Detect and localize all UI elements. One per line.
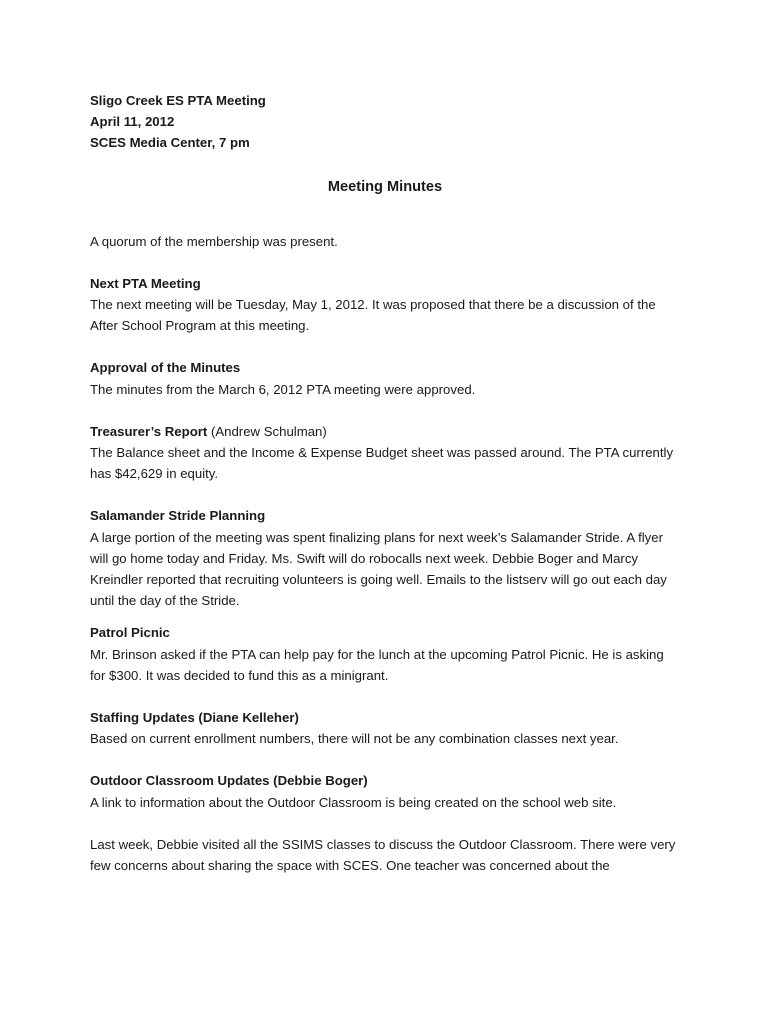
- section-heading-extra: (Andrew Schulman): [207, 423, 327, 439]
- meeting-date: April 11, 2012: [90, 114, 175, 130]
- section-paragraph: A link to information about the Outdoor Classroom is being created on the school web site.: [90, 794, 617, 810]
- section-heading: Salamander Stride Planning: [90, 508, 266, 524]
- section-paragraph: A large portion of the meeting was spent finalizing plans for next week’s Salamander Stride. A flyer will go home today and Friday. Ms. Swift will do robocalls next week. Debbie Boger and Marcy Kreindler reported that recruiting volunteers is going well. Emails to the listserv will go out each day until the day of the Stride.: [90, 529, 667, 609]
- section-heading: Approval of the Minutes: [90, 360, 241, 376]
- section-heading: Outdoor Classroom Updates (Debbie Boger): [90, 773, 368, 789]
- meeting-name: Sligo Creek ES PTA Meeting: [90, 93, 266, 108]
- section-outdoor-classroom: [90, 770, 680, 876]
- section-heading: Staffing Updates (Diane Kelleher): [90, 710, 299, 726]
- section-staffing-updates: [90, 707, 680, 749]
- document-page: [90, 90, 680, 876]
- section-paragraph: The next meeting will be Tuesday, May 1, 2012. It was proposed that there be a discussion of the After School Program at this meeting.: [90, 297, 656, 334]
- section-salamander-stride: [90, 505, 680, 611]
- section-heading: Treasurer’s Report (Andrew Schulman): [90, 423, 327, 439]
- section-paragraph: Based on current enrollment numbers, there will not be any combination classes next year.: [90, 731, 619, 747]
- section-paragraph: Mr. Brinson asked if the PTA can help pay for the lunch at the upcoming Patrol Picnic. He is asking for $300. It was decided to fund this as a minigrant.: [90, 646, 664, 683]
- section-heading: Next PTA Meeting: [90, 275, 201, 291]
- section-treasurers-report: [90, 421, 680, 485]
- meeting-location: SCES Media Center, 7 pm: [90, 135, 250, 151]
- intro-paragraph: A quorum of the membership was present.: [90, 233, 338, 249]
- section-paragraph: The minutes from the March 6, 2012 PTA meeting were approved.: [90, 381, 476, 397]
- page-title: Meeting Minutes: [327, 178, 443, 195]
- section-paragraph: Last week, Debbie visited all the SSIMS classes to discuss the Outdoor Classroom. There were very few concerns about sharing the space with SCES. One teacher was concerned about the: [90, 836, 676, 874]
- section-paragraph: The Balance sheet and the Income & Expense Budget sheet was passed around. The PTA currently has $42,629 in equity.: [90, 445, 674, 482]
- section-heading: Patrol Picnic: [90, 625, 170, 641]
- section-patrol-picnic: [90, 622, 680, 686]
- section-next-meeting: [90, 273, 680, 337]
- section-approval-minutes: [90, 357, 680, 399]
